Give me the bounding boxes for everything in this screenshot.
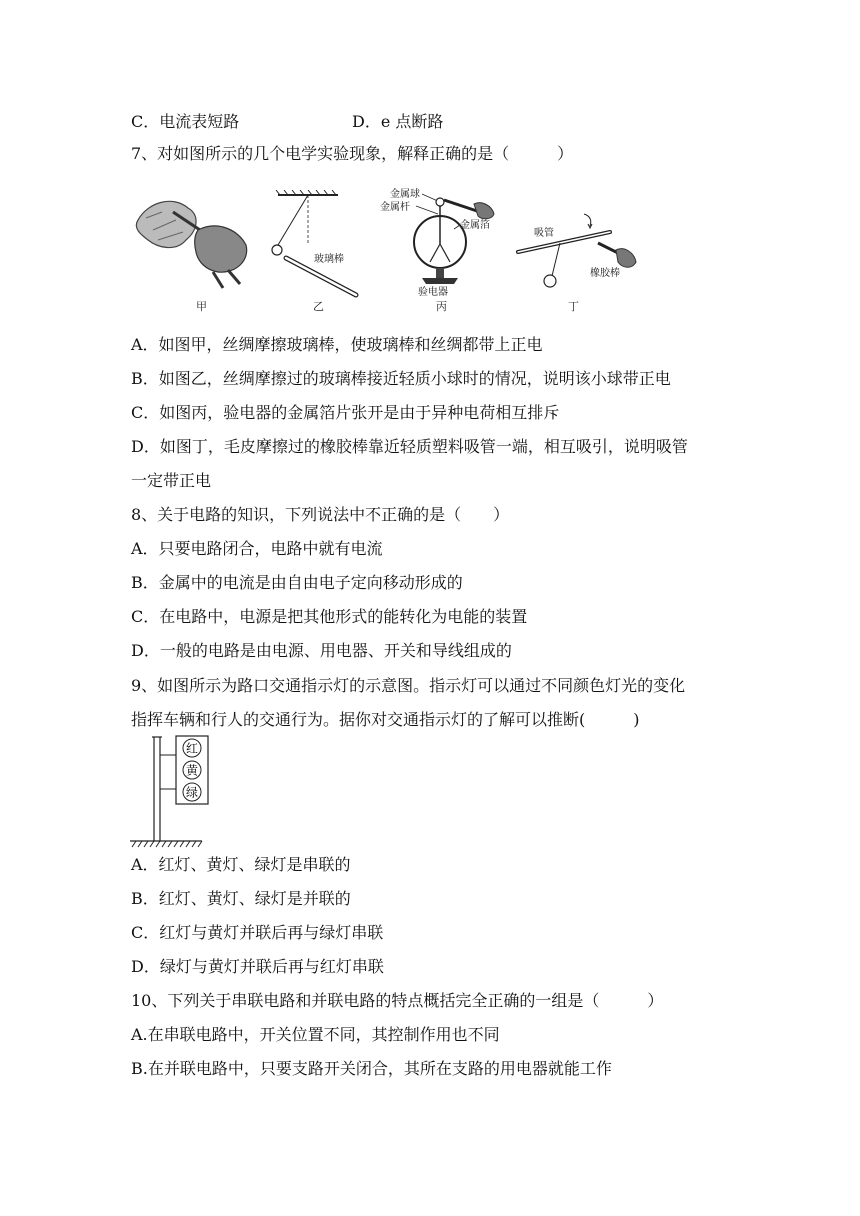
q9-stem-line1: 9、如图所示为路口交通指示灯的示意图。指示灯可以通过不同颜色灯光的变化 (131, 676, 686, 695)
q9-option-b: B．红灯、黄灯、绿灯是并联的 (131, 889, 351, 908)
hand (195, 226, 247, 272)
q7-option-c: C．如图丙，验电器的金属箔片张开是由于异种电荷相互排斥 (131, 403, 560, 422)
label-metal-rod: 金属杆 (380, 202, 410, 213)
q9-option-d: D．绿灯与黄灯并联后再与红灯串联 (131, 957, 384, 976)
label-metal-ball: 金属球 (390, 189, 420, 200)
label-metal-foil: 金属箔 (460, 220, 490, 231)
q7-option-a: A．如图甲，丝绸摩擦玻璃棒，使玻璃棒和丝绸都带上正电 (131, 335, 543, 354)
traffic-light-figure (128, 733, 218, 851)
q10-stem: 10、下列关于串联电路和并联电路的特点概括完全正确的一组是（ ） (131, 991, 664, 1010)
q7-stem: 7、对如图所示的几个电学实验现象，解释正确的是（ ） (131, 144, 574, 163)
figure-bing (378, 184, 508, 300)
light-green-label: 绿 (185, 785, 199, 800)
q7-option-d: D．如图丁，毛皮摩擦过的橡胶棒靠近轻质塑料吸管一端，相互吸引，说明吸管 (131, 437, 688, 456)
label-glass-rod: 玻璃棒 (314, 254, 344, 265)
q9-option-a: A．红灯、黄灯、绿灯是串联的 (131, 855, 351, 874)
q8-option-b: B．金属中的电流是由自由电子定向移动形成的 (131, 573, 463, 592)
caption-jia: 甲 (196, 300, 207, 313)
caption-yi: 乙 (313, 300, 324, 313)
q10-option-b: B.在并联电路中，只要支路开关闭合，其所在支路的用电器就能工作 (131, 1059, 612, 1078)
caption-ding: 丁 (568, 300, 579, 313)
light-yellow-label: 黄 (185, 763, 199, 778)
figure-ding (512, 208, 642, 300)
q8-option-d: D．一般的电路是由电源、用电器、开关和导线组成的 (131, 641, 512, 660)
caption-bing: 丙 (436, 300, 447, 313)
q8-option-a: A．只要电路闭合，电路中就有电流 (131, 539, 383, 558)
figure-yi (268, 190, 378, 300)
q7-option-b: B．如图乙，丝绸摩擦过的玻璃棒接近轻质小球时的情况，说明该小球带正电 (131, 369, 671, 388)
figure-jia (128, 190, 268, 300)
q7-option-d-continued: 一定带正电 (131, 471, 212, 490)
q6-option-c: C．电流表短路 (131, 112, 240, 131)
q9-stem-line2: 指挥车辆和行人的交通行为。据你对交通指示灯的了解可以推断( ) (131, 710, 640, 729)
q6-option-d: D．e 点断路 (352, 112, 444, 131)
label-electroscope: 验电器 (418, 287, 448, 298)
q9-option-c: C．红灯与黄灯并联后再与绿灯串联 (131, 923, 384, 942)
light-ball (272, 245, 282, 255)
q8-option-c: C．在电路中，电源是把其他形式的能转化为电能的装置 (131, 607, 528, 626)
label-straw: 吸管 (534, 228, 554, 239)
q8-stem: 8、关于电路的知识，下列说法中不正确的是（ ） (131, 505, 510, 524)
q10-option-a: A.在串联电路中，开关位置不同，其控制作用也不同 (131, 1025, 500, 1044)
label-rubber-rod: 橡胶棒 (590, 268, 620, 279)
light-red-label: 红 (185, 741, 199, 756)
